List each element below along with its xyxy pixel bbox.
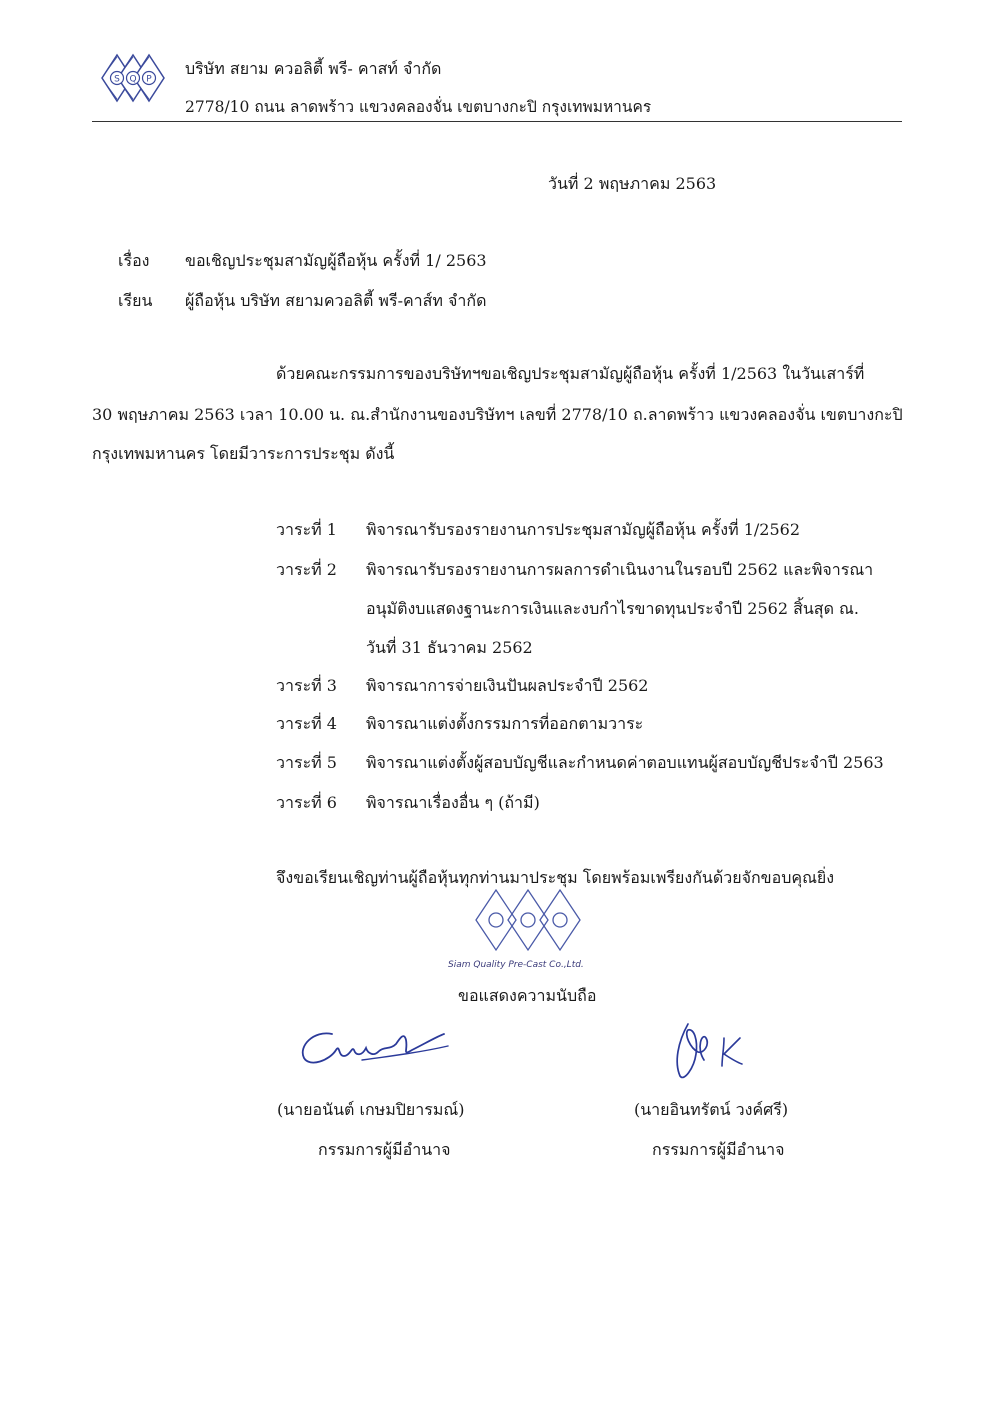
letter-date: วันที่ 2 พฤษภาคม 2563: [548, 174, 717, 193]
agenda-label: วาระที่ 2: [276, 560, 337, 579]
logo-letter-s: S: [114, 74, 120, 85]
logo-letter-p: P: [146, 74, 152, 85]
paragraph-line: ด้วยคณะกรรมการของบริษัทฯขอเชิญประชุมสามัญผู้ถือหุ้น ครั้งที่ 1/2563 ในวันเสาร์ที่: [276, 364, 865, 383]
paragraph-line: 30 พฤษภาคม 2563 เวลา 10.00 น. ณ.สำนักงานของบริษัทฯ เลขที่ 2778/10 ถ.ลาดพร้าว แขวงคลองจั่น เขตบางกะปิ: [92, 405, 903, 424]
agenda-text: พิจารณาการจ่ายเงินปันผลประจำปี 2562: [366, 676, 649, 695]
recipient-text: ผู้ถือหุ้น บริษัท สยามควอลิตี้ พรี-คาส์ท จำกัด: [185, 291, 487, 310]
agenda-label: วาระที่ 6: [276, 793, 337, 812]
recipient-label: เรียน: [118, 291, 153, 310]
agenda-text: พิจารณารับรองรายงานการประชุมสามัญผู้ถือหุ้น ครั้งที่ 1/2562: [366, 520, 800, 539]
company-logo: [100, 52, 166, 104]
signatory-1-role: กรรมการผู้มีอำนาจ: [318, 1140, 451, 1159]
subject-label: เรื่อง: [118, 251, 150, 270]
signature-1: [292, 1016, 452, 1072]
signatory-2-name: (นายอินทรัตน์ วงค์ศรี): [634, 1100, 789, 1119]
signature-2: [664, 1018, 754, 1084]
header-divider: [92, 121, 902, 122]
agenda-text: วันที่ 31 ธันวาคม 2562: [366, 638, 533, 657]
agenda-label: วาระที่ 1: [276, 520, 337, 539]
company-address: 2778/10 ถนน ลาดพร้าว แขวงคลองจั่น เขตบางกะปิ กรุงเทพมหานคร: [185, 98, 652, 116]
agenda-text: พิจารณาแต่งตั้งกรรมการที่ออกตามวาระ: [366, 714, 644, 733]
stamp-caption: Siam Quality Pre-Cast Co.,Ltd.: [448, 960, 584, 970]
signatory-2-role: กรรมการผู้มีอำนาจ: [652, 1140, 785, 1159]
paragraph-line: กรุงเทพมหานคร โดยมีวาระการประชุม ดังนี้: [92, 444, 395, 463]
company-stamp: [474, 888, 582, 952]
signatory-1-name: (นายอนันต์ เกษมปิยารมณ์): [277, 1100, 465, 1119]
regards-text: ขอแสดงความนับถือ: [458, 986, 597, 1005]
company-name: บริษัท สยาม ควอลิตี้ พรี- คาสท์ จำกัด: [185, 59, 442, 78]
agenda-label: วาระที่ 4: [276, 714, 337, 733]
agenda-text: พิจารณารับรองรายงานการผลการดำเนินงานในรอบปี 2562 และพิจารณา: [366, 560, 874, 579]
subject-text: ขอเชิญประชุมสามัญผู้ถือหุ้น ครั้งที่ 1/ 2563: [185, 251, 487, 270]
agenda-text: พิจารณาแต่งตั้งผู้สอบบัญชีและกำหนดค่าตอบแทนผู้สอบบัญชีประจำปี 2563: [366, 753, 884, 772]
agenda-label: วาระที่ 5: [276, 753, 337, 772]
logo-letter-q: Q: [129, 74, 137, 85]
agenda-text: อนุมัติงบแสดงฐานะการเงินและงบกำไรขาดทุนประจำปี 2562 สิ้นสุด ณ.: [366, 599, 859, 618]
agenda-label: วาระที่ 3: [276, 676, 337, 695]
closing-text: จึงขอเรียนเชิญท่านผู้ถือหุ้นทุกท่านมาประชุม โดยพร้อมเพรียงกันด้วยจักขอบคุณยิ่ง: [276, 868, 835, 887]
agenda-text: พิจารณาเรื่องอื่น ๆ (ถ้ามี): [366, 793, 540, 812]
